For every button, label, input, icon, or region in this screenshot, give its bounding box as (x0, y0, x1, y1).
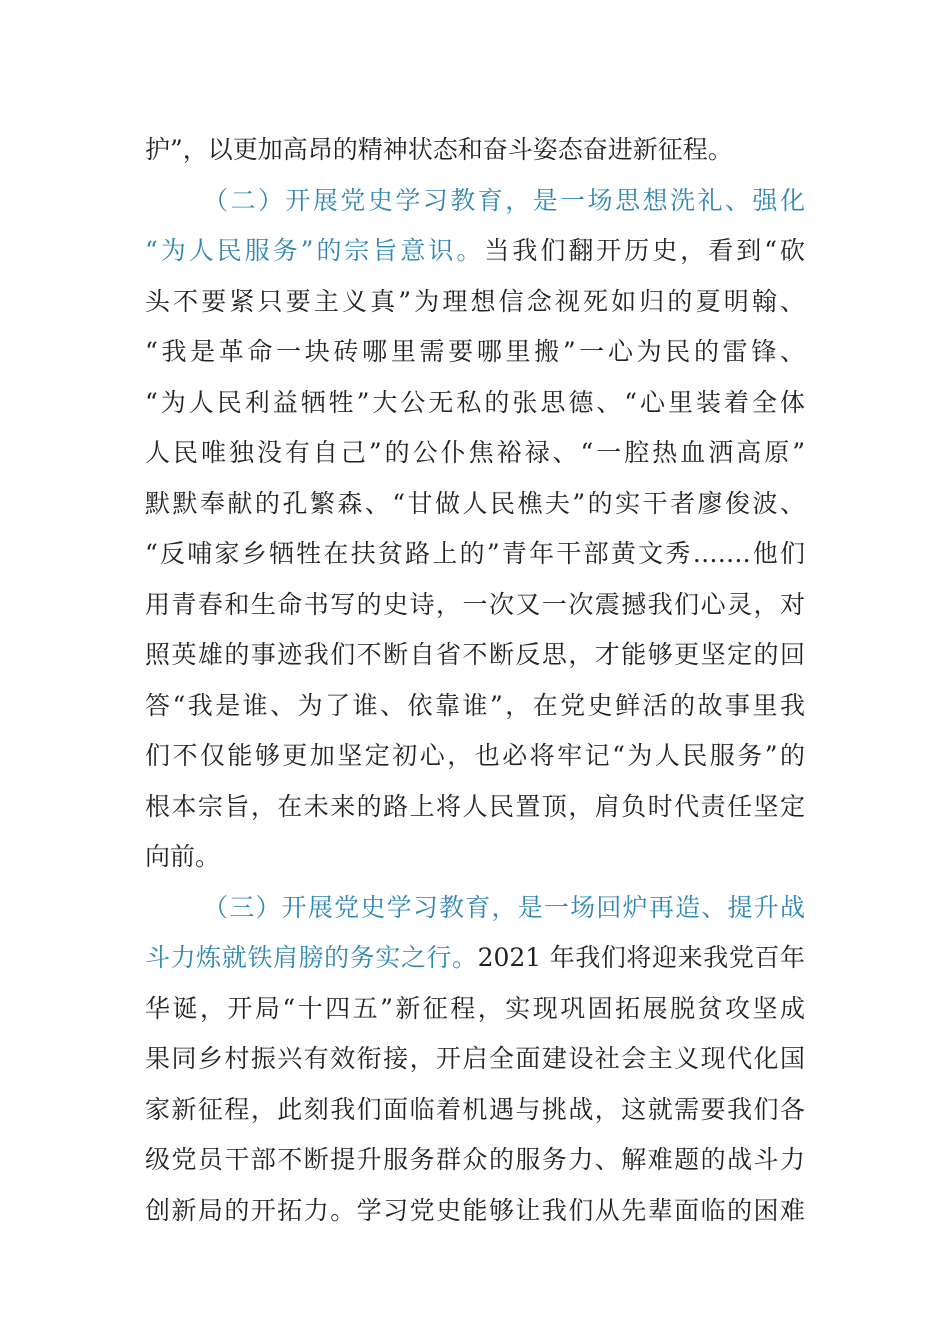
body-text-run: 家新征程，此刻我们面临着机遇与挑战，这就需要我们各 (145, 1094, 805, 1124)
text-line (145, 1140, 805, 1180)
body-text-run: 默默奉献的孔繁森、“甘做人民樵夫”的实干者廖俊波、 (145, 488, 805, 518)
text-line (145, 635, 805, 675)
text-line (145, 534, 805, 574)
body-text-run: 向前。 (145, 842, 221, 871)
body-text-run: 级党员干部不断提升服务群众的服务力、解难题的战斗力 (145, 1145, 805, 1174)
body-text-run: 们不仅能够更加坚定初心，也必将牢记“为人民服务”的 (145, 741, 805, 770)
text-line (145, 1191, 805, 1231)
text-line (145, 383, 805, 423)
text-line (203, 181, 805, 221)
text-line (145, 282, 805, 322)
text-line (145, 585, 805, 625)
section-heading-text: “为人民服务”的宗旨意识。 (145, 236, 485, 265)
body-text-run: 用青春和生命书写的史诗，一次又一次震撼我们心灵，对 (145, 589, 805, 619)
text-line (145, 736, 805, 776)
body-text-run: “反哺家乡牺牲在扶贫路上的”青年干部黄文秀…….他们 (145, 539, 805, 568)
body-text-run: 护”，以更加高昂的精神状态和奋斗姿态奋进新征程。 (145, 135, 733, 164)
text-line (145, 130, 733, 170)
body-text-run: 照英雄的事迹我们不断自省不断反思，才能够更坚定的回 (145, 640, 805, 669)
body-text-run: “我是革命一块砖哪里需要哪里搬”一心为民的雷锋、 (145, 337, 805, 366)
text-line (145, 1090, 805, 1130)
body-text-run: 创新局的开拓力。学习党史能够让我们从先辈面临的困难 (145, 1195, 805, 1225)
section-heading-text: （三）开展党史学习教育，是一场回炉再造、提升战 (203, 892, 805, 922)
text-line (145, 231, 805, 271)
section-heading-text: 斗力炼就铁肩膀的务实之行。 (145, 943, 478, 972)
text-line (145, 332, 805, 372)
body-text-run: 果同乡村振兴有效衔接，开启全面建设社会主义现代化国 (145, 1044, 805, 1073)
text-line (145, 989, 805, 1029)
text-line (145, 1039, 805, 1079)
body-text-run: 头不要紧只要主义真”为理想信念视死如归的夏明翰、 (145, 286, 805, 316)
body-text-run: 答“我是谁、为了谁、依靠谁”，在党史鲜活的故事里我 (145, 690, 805, 720)
text-line (145, 787, 805, 827)
text-line (145, 938, 805, 978)
text-line (145, 484, 805, 524)
body-text-run: 当我们翻开历史，看到“砍 (484, 236, 805, 265)
body-text-run: 根本宗旨，在未来的路上将人民置顶，肩负时代责任坚定 (145, 791, 805, 821)
text-line (145, 433, 805, 473)
body-text-run: 人民唯独没有自己”的公仆焦裕禄、“一腔热血洒高原” (145, 438, 805, 467)
text-line (145, 686, 805, 726)
body-text-run: 华诞，开局“十四五”新征程，实现巩固拓展脱贫攻坚成 (145, 993, 805, 1023)
body-text-run: “为人民利益牺牲”大公无私的张思德、“心里装着全体 (145, 387, 805, 417)
section-heading-text: （二）开展党史学习教育，是一场思想洗礼、强化 (203, 185, 805, 215)
text-line (145, 837, 220, 877)
text-line (203, 888, 805, 928)
body-text-run: 2021 年我们将迎来我党百年 (477, 943, 805, 972)
